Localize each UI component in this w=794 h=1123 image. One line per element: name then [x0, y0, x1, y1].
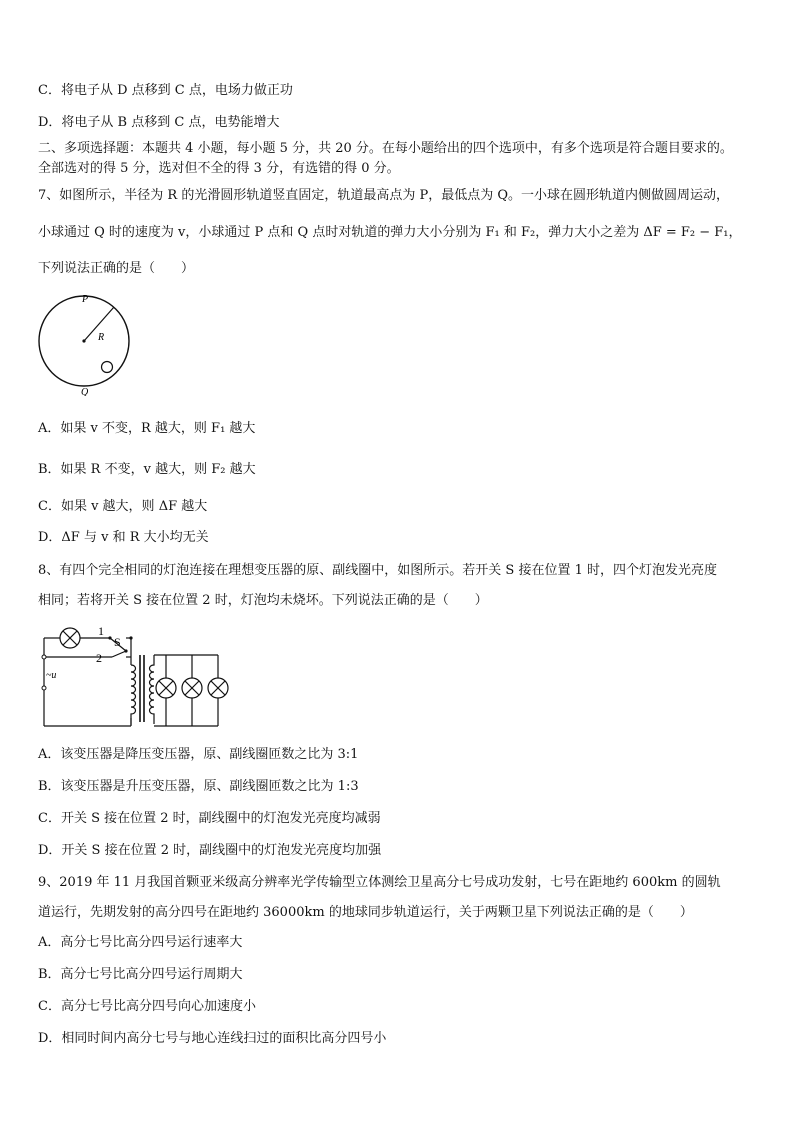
q7-option-a: A．如果 v 不变，R 越大，则 F₁ 越大 [38, 421, 256, 436]
section2-line2: 全部选对的得 5 分，选对但不全的得 3 分，有选错的得 0 分。 [38, 161, 400, 176]
label-q: Q [81, 387, 89, 396]
q7-option-b: B．如果 R 不变，v 越大，则 F₂ 越大 [38, 462, 256, 477]
q8-option-a: A．该变压器是降压变压器，原、副线圈匝数之比为 3:1 [38, 747, 359, 762]
q9-stem-line1: 9、2019 年 11 月我国首颗亚米级高分辨率光学传输型立体测绘卫星高分七号成功发射，七号在距地约 600km 的圆轨 [38, 875, 721, 890]
prev-option-c: C．将电子从 D 点移到 C 点，电场力做正功 [38, 83, 293, 98]
switch-label-s: S [114, 635, 121, 649]
small-ball [102, 362, 113, 373]
q8-option-b: B．该变压器是升压变压器，原、副线圈匝数之比为 1:3 [38, 779, 359, 794]
q7-stem-line1: 7、如图所示，半径为 R 的光滑圆形轨道竖直固定，轨道最高点为 P，最低点为 Q。一小球在圆形轨道内侧做圆周运动， [38, 188, 729, 203]
q7-option-d: D．ΔF 与 v 和 R 大小均无关 [38, 530, 209, 545]
q7-stem-line2: 小球通过 Q 时的速度为 v，小球通过 P 点和 Q 点时对轨道的弹力大小分别为 F₁ 和 F₂，弹力大小之差为 ΔF = F₂ − F₁， [38, 225, 742, 240]
section2-line1: 二、多项选择题：本题共 4 小题，每小题 5 分，共 20 分。在每小题给出的四个选项中，有多个选项是符合题目要求的。 [38, 141, 733, 156]
label-r: R [98, 332, 105, 343]
secondary-bulb-3-icon [208, 678, 228, 698]
q7-stem-line3: 下列说法正确的是（ ） [38, 261, 195, 276]
label-p: P [82, 294, 89, 305]
q9-option-b: B．高分七号比高分四号运行周期大 [38, 967, 243, 982]
primary-bulb-icon [60, 628, 80, 648]
q7-option-c: C．如果 v 越大，则 ΔF 越大 [38, 499, 208, 514]
switch-label-1: 1 [98, 624, 104, 638]
q8-option-d: D．开关 S 接在位置 2 时，副线圈中的灯泡发光亮度均加强 [38, 843, 382, 858]
q8-transformer-circuit-diagram [36, 620, 236, 732]
center-dot [82, 339, 85, 342]
q7-circle-track-diagram [36, 292, 136, 396]
q8-stem-line1: 8、有四个完全相同的灯泡连接在理想变压器的原、副线圈中，如图所示。若开关 S 接在位置 1 时，四个灯泡发光亮度 [38, 563, 717, 578]
q9-option-a: A．高分七号比高分四号运行速率大 [38, 935, 243, 950]
q8-option-c: C．开关 S 接在位置 2 时，副线圈中的灯泡发光亮度均减弱 [38, 811, 381, 826]
source-label-u: ~u [46, 670, 57, 681]
prev-option-d: D．将电子从 B 点移到 C 点，电势能增大 [38, 115, 280, 130]
q8-stem-line2: 相同；若将开关 S 接在位置 2 时，灯泡均未烧坏。下列说法正确的是（ ） [38, 593, 488, 608]
secondary-bulb-2-icon [182, 678, 202, 698]
q9-option-c: C．高分七号比高分四号向心加速度小 [38, 999, 256, 1014]
secondary-bulb-1-icon [156, 678, 176, 698]
q9-stem-line2: 道运行，先期发射的高分四号在距地约 36000km 的地球同步轨道运行，关于两颗卫星下列说法正确的是（ ） [38, 905, 693, 920]
switch-label-2: 2 [96, 651, 102, 665]
q9-option-d: D．相同时间内高分七号与地心连线扫过的面积比高分四号小 [38, 1031, 387, 1046]
